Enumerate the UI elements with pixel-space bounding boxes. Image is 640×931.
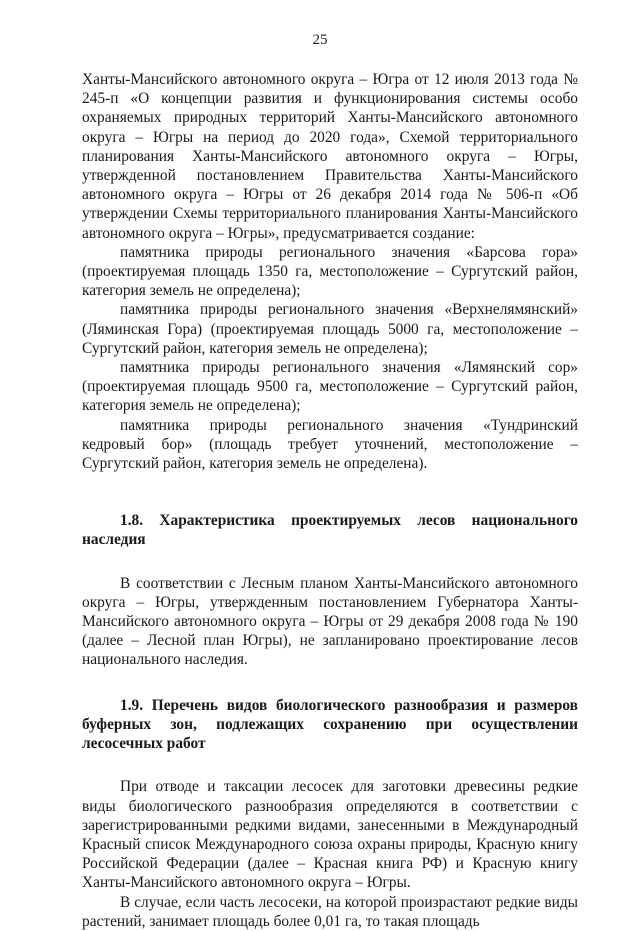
document-body [82,70,578,931]
section-1-9-heading: 1.9. Перечень видов биологического разнообразия и размеров буферных зон, подлежащих сохранению при осуществлении лесосечных работ [82,696,578,753]
section-1-9-paragraph-2: В случае, если часть лесосеки, на которой произрастают редкие виды растений, занимает площадь более 0,01 га, то такая площадь [82,893,578,930]
section-1-9-paragraph-1: При отводе и таксации лесосек для заготовки древесины редкие виды биологического разнообразия определяются в соответствии с зарегистрированными редкими видами, занесенными в Международный Красный список Международного союза охраны природы, Красную книгу Российской Федерации (далее – Красная книга РФ) и Красную книгу Ханты-Мансийского автономного округа – Югры. [82,778,578,892]
page-number: 25 [312,32,328,48]
intro-paragraph: Ханты-Мансийского автономного округа – Югра от 12 июля 2013 года № 245-п «О концепции развития и функционирования системы особо охраняемых природных территорий Ханты-Мансийского автономного округа – Югры на период до 2020 года», Схемой территориального планирования Ханты-Мансийского автономного округа – Югры, утвержденной постановлением Правительства Ханты-Мансийского автономного округа – Югры от 26 декабря 2014 года № 506-п «Об утверждении Схемы территориального планирования Ханты-Мансийского автономного округа – Югры», предусматривается создание: [82,71,578,242]
list-item-lyamyansky-sor: памятника природы регионального значения «Лямянский сор» (проектируемая площадь 9500 га, местоположение – Сургутский район, категория земель не определена); [82,359,578,415]
section-1-8-paragraph: В соответствии с Лесным планом Ханты-Мансийского автономного округа – Югры, утвержденным постановлением Губернатора Ханты-Мансийского автономного округа – Югры от 29 декабря 2008 года № 190 (далее – Лесной план Югры), не запланировано проектирование лесов национального наследия. [82,574,578,669]
list-item-verkhnelyamyansky: памятника природы регионального значения «Верхнелямянский» (Ляминская Гора) (проектируемая площадь 5000 га, местоположение – Сургутский район, категория земель не определена); [82,301,578,357]
section-1-8-heading: 1.8. Характеристика проектируемых лесов национального наследия [82,512,578,549]
list-item-barsova-gora: памятника природы регионального значения «Барсова гора» (проектируемая площадь 1350 га, местоположение – Сургутский район, категория земель не определена); [82,243,578,300]
list-item-tundrinsky-bor: памятника природы регионального значения «Тундринский кедровый бор» (площадь требует уточнений, местоположение – Сургутский район, категория земель не определена). [82,416,578,473]
